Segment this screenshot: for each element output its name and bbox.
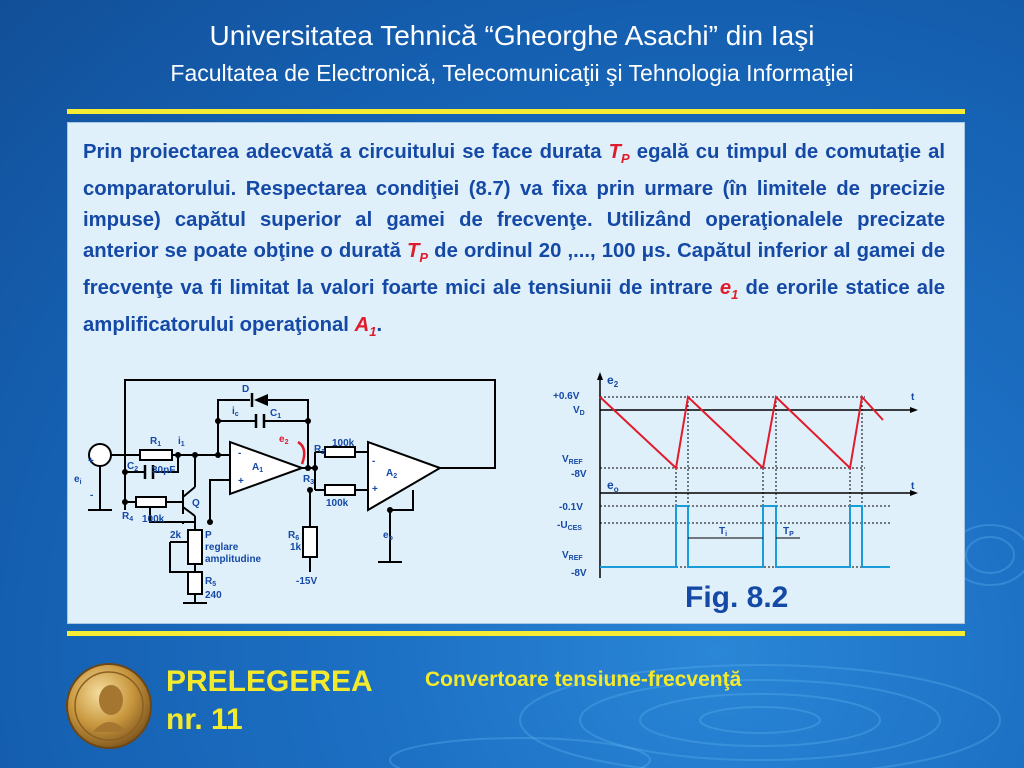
svg-text:VREF: $V_{REF}$ [562,550,583,562]
svg-text:240: 240 [205,590,222,601]
svg-text:R4: $R_4$ [122,511,134,523]
svg-text:-8V: -8V [571,568,587,579]
lecture-subject: Convertoare tensiune-frecvenţă [425,668,742,691]
svg-text:100k: 100k [332,438,355,449]
svg-text:2k: 2k [170,530,182,541]
svg-text:1k: 1k [290,542,302,553]
faculty-title: Facultatea de Electronică, Telecomunicaţii şi Tehnologia Informaţiei [170,60,854,86]
svg-text:100k: 100k [326,498,349,509]
svg-text:VREF: $V_{REF}$ [562,454,583,466]
potentiometer-p [188,530,202,564]
resistor-r5 [188,572,202,594]
a1-symbol: $A_1$ [354,314,377,340]
figure-caption: Fig. 8.2 [685,581,789,614]
svg-text:amplitudine: amplitudine [205,554,262,565]
svg-text:-: - [372,456,376,467]
resistor-r1 [140,450,172,460]
svg-text:100k: 100k [142,514,165,525]
svg-text:-0.1V: -0.1V [559,502,583,513]
tp-symbol: $T_P$ [608,141,630,167]
top-divider [67,109,965,114]
svg-text:A2: $A_2$ [386,468,398,480]
svg-text:+: + [372,484,378,495]
e1-symbol: $e_1$ [719,277,739,303]
university-title: Universitatea Tehnică “Gheorghe Asachi” din Iaşi [209,20,815,51]
svg-text:Ti: $T_i$ [719,526,728,538]
diode [254,394,268,406]
svg-text:eo: $e_o$ [383,530,393,542]
svg-text:R6: $R_6$ [288,530,300,542]
svg-text:TP: $T_P$ [783,526,794,538]
svg-text:eo: $e_o$ [607,478,619,494]
svg-text:i1: $i_1$ [178,436,185,448]
svg-text:A1: $A_1$ [252,462,264,474]
svg-text:t: t [911,481,915,492]
lecture-number: PRELEGEREA nr. 11 [166,665,373,736]
body-paragraph: Prin proiectarea adecvată a circuitului se face durata $T_P$ egală cu timpul de comutaţie al comparatorului. Respectarea condiţiei (8.7) va fixa prin urmare (în limitele de precizie impuse) capătul superior al gamei de frecvenţe. Utilizând operaţionalele precizate anterior se poate obţine o durată $T_P$ de ordinul 20 ,..., 100 μs. Capătul inferior al gamei de frecvenţe va fi limitat la valori foarte mici ale tensiunii de intrare $e_1$ de erorile statice ale amplificatorului operaţional $A_1$. [83,141,945,340]
svg-text:R2: $R_2$ [314,444,326,456]
svg-text:-8V: -8V [571,469,587,480]
svg-text:-: - [90,490,94,501]
waveform-diagram [545,368,935,583]
svg-text:-UCES: $-U_{CES}$ [557,520,582,532]
svg-text:P: P [205,530,212,541]
svg-text:Q: Q [192,498,200,509]
svg-text:e2: $e_2$ [607,373,619,389]
svg-text:+: + [238,476,244,487]
svg-text:-15V: -15V [296,576,318,587]
svg-text:D: D [242,384,250,395]
svg-text:ic: $i_c$ [232,406,239,418]
svg-text:reglare: reglare [205,542,239,553]
svg-text:30pF: 30pF [152,465,176,476]
svg-text:R3: $R_3$ [303,474,315,486]
svg-text:ei: $e_i$ [74,474,82,486]
opamp-a2 [368,442,440,510]
resistor-r4 [136,497,166,507]
svg-text:+: + [88,456,94,467]
tp-symbol-2: $T_P$ [407,240,429,266]
resistor-r3 [325,485,355,495]
svg-text:C2: $C_2$ [127,461,139,473]
bottom-divider [67,631,965,636]
resistor-r6 [303,527,317,557]
svg-text:t: t [911,392,915,403]
circuit-schematic [70,372,500,614]
svg-text:R1: $R_1$ [150,436,162,448]
svg-text:e2: $e_2$ [279,434,289,446]
svg-text:+0.6V: +0.6V [553,391,580,402]
svg-text:R5: $R_5$ [205,576,217,588]
svg-text:-: - [238,448,242,459]
medal-logo-icon [65,662,153,750]
svg-text:C1: $C_1$ [270,408,282,420]
svg-text:VD: $V_D$ [573,405,585,417]
